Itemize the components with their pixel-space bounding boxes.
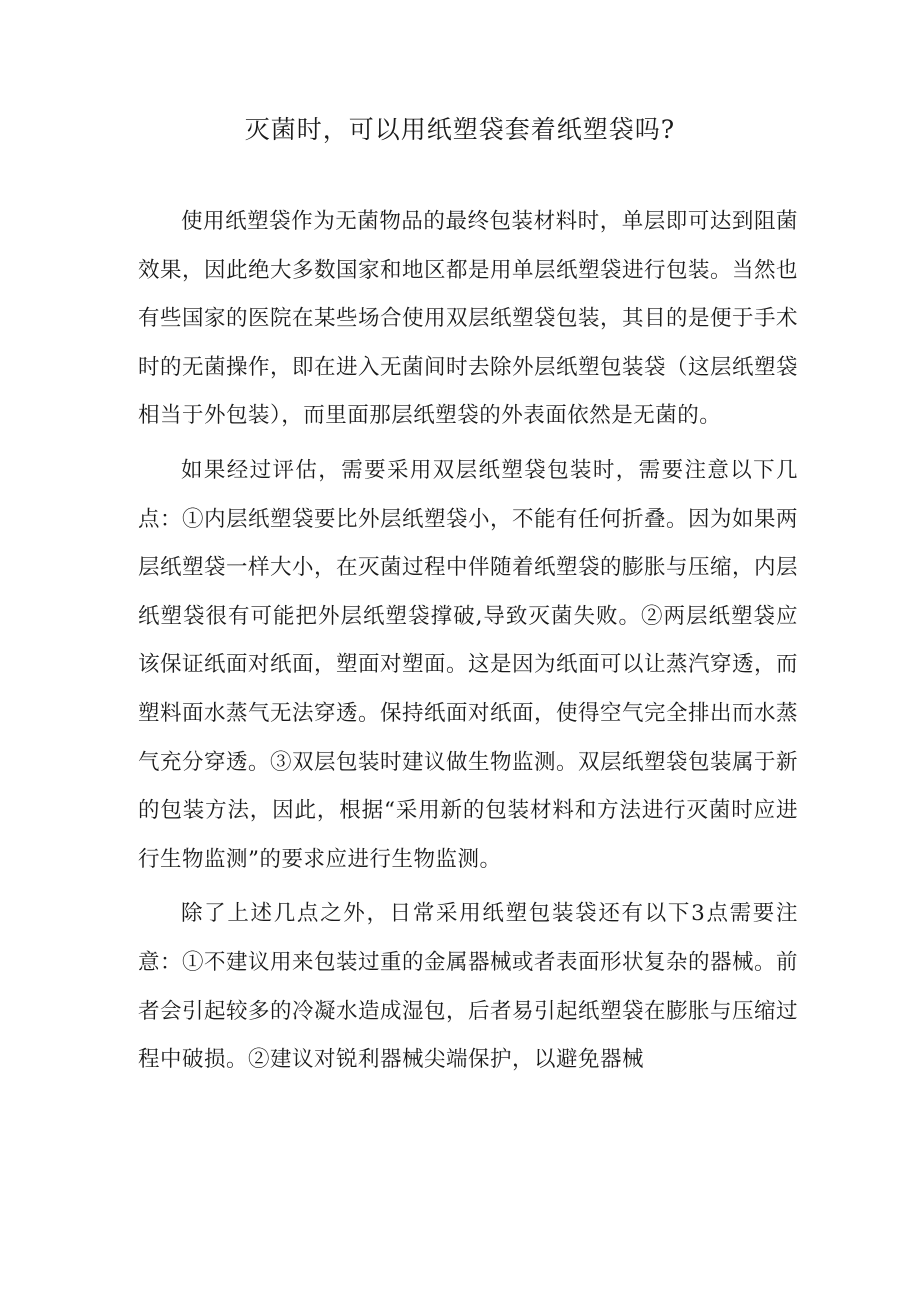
paragraph-3: 除了上述几点之外，日常采用纸塑包装袋还有以下3点需要注意：①不建议用来包装过重的金属器械或者表面形状复杂的器械。前者会引起较多的冷凝水造成湿包，后者易引起纸塑袋在膨胀与压缩过程中破损。②建议对锐利器械尖端保护，以避免器械	[138, 901, 799, 1073]
document-body	[138, 198, 798, 1091]
document-title: 灭菌时，可以用纸塑袋套着纸塑袋吗?	[244, 115, 676, 144]
paragraph-1: 使用纸塑袋作为无菌物品的最终包装材料时，单层即可达到阻菌效果，因此绝大多数国家和地区都是用单层纸塑袋进行包装。当然也有些国家的医院在某些场合使用双层纸塑袋包装，其目的是便于手术时的无菌操作，即在进入无菌间时去除外层纸塑包装袋（这层纸塑袋相当于外包装），而里面那层纸塑袋的外表面依然是无菌的。	[138, 209, 799, 429]
paragraph-2: 如果经过评估，需要采用双层纸塑袋包装时，需要注意以下几点：①内层纸塑袋要比外层纸塑袋小，不能有任何折叠。因为如果两层纸塑袋一样大小，在灭菌过程中伴随着纸塑袋的膨胀与压缩，内层纸塑袋很有可能把外层纸塑袋撑破,导致灭菌失败。②两层纸塑袋应该保证纸面对纸面，塑面对塑面。这是因为纸面可以让蒸汽穿透，而塑料面水蒸气无法穿透。保持纸面对纸面，使得空气完全排出而水蒸气充分穿透。③双层包装时建议做生物监测。双层纸塑袋包装属于新的包装方法，因此，根据“采用新的包装材料和方法进行灭菌时应进行生物监测”的要求应进行生物监测。	[138, 457, 799, 872]
